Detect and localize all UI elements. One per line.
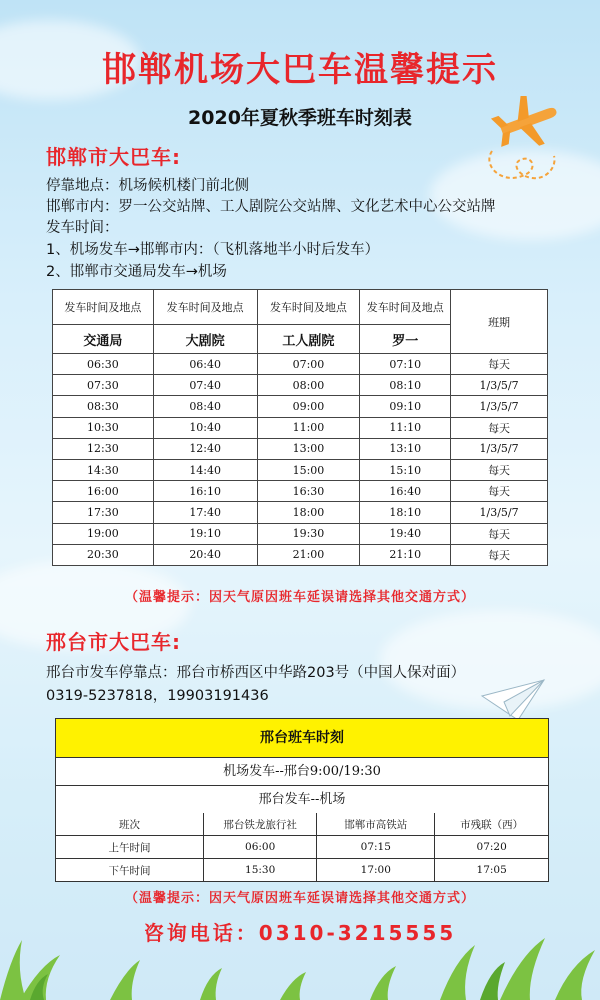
table-cell: 16:00 (53, 481, 154, 502)
col-header: 发车时间及地点 (257, 290, 360, 325)
table-cell: 19:00 (53, 523, 154, 544)
table-cell: 07:10 (360, 354, 451, 375)
table-row (53, 417, 548, 438)
table-row (53, 459, 548, 480)
table-cell: 18:00 (257, 502, 360, 523)
table-cell: 17:05 (435, 859, 548, 882)
table-cell: 07:40 (153, 375, 257, 396)
table-cell: 15:10 (360, 459, 451, 480)
table-cell: 18:10 (360, 502, 451, 523)
col-header: 发车时间及地点 (53, 290, 154, 325)
table-cell: 08:00 (257, 375, 360, 396)
table-cell: 13:00 (257, 438, 360, 459)
table-cell: 12:30 (53, 438, 154, 459)
schedule-header: 班期 (451, 290, 548, 354)
table-cell: 10:40 (153, 417, 257, 438)
table-cell: 17:00 (317, 859, 435, 882)
handan-heading: 邯郸市大巴车: (46, 145, 181, 169)
table-cell: 20:40 (153, 544, 257, 565)
table-cell: 11:10 (360, 417, 451, 438)
stop-name: 交通局 (53, 325, 154, 354)
page-subtitle: 2020年夏秋季班车时刻表 (188, 107, 412, 129)
table-cell: 每天 (451, 523, 548, 544)
table-cell: 下午时间 (56, 859, 204, 882)
table-cell: 1/3/5/7 (451, 375, 548, 396)
col-header: 班次 (56, 813, 204, 836)
table-cell: 21:10 (360, 544, 451, 565)
table-row (53, 544, 548, 565)
stop-name: 大剧院 (153, 325, 257, 354)
table-cell: 16:30 (257, 481, 360, 502)
col-header: 发车时间及地点 (360, 290, 451, 325)
table-row (53, 354, 548, 375)
xingtai-schedule-table (55, 718, 549, 882)
table-cell: 08:30 (53, 396, 154, 417)
handan-route-1: 1、机场发车→邯郸市内：（飞机落地半小时后发车） (46, 242, 380, 258)
xingtai-table-title: 邢台班车时刻 (56, 719, 548, 758)
table-cell: 07:00 (257, 354, 360, 375)
col-header: 邯郸市高铁站 (317, 813, 435, 836)
table-cell: 1/3/5/7 (451, 438, 548, 459)
table-cell: 16:10 (153, 481, 257, 502)
table-cell: 每天 (451, 544, 548, 565)
xingtai-stop-location: 邢台市发车停靠点：邢台市桥西区中华路203号（中国人保对面） (46, 665, 466, 681)
table-cell: 21:00 (257, 544, 360, 565)
airport-departure-row: 机场发车--邢台9:00/19:30 (56, 758, 548, 786)
table-cell: 19:40 (360, 523, 451, 544)
airplane-icon (462, 96, 582, 191)
table-cell: 19:10 (153, 523, 257, 544)
table-cell: 每天 (451, 417, 548, 438)
handan-schedule-table (52, 289, 548, 566)
table-cell: 20:30 (53, 544, 154, 565)
table-cell: 每天 (451, 354, 548, 375)
table-cell: 10:30 (53, 417, 154, 438)
table-row (53, 375, 548, 396)
hotline: 咨询电话：0310-3215555 (143, 921, 457, 945)
handan-route-2: 2、邯郸市交通局发车→机场 (46, 264, 227, 280)
col-header: 市残联（西） (460, 818, 524, 831)
table-cell: 15:30 (204, 859, 317, 882)
handan-stop-location: 停靠地点：机场候机楼门前北侧 (46, 178, 249, 194)
table-cell: 11:00 (257, 417, 360, 438)
table-row (53, 396, 548, 417)
col-header: 邢台铁龙旅行社 (204, 813, 317, 836)
xingtai-time-grid (56, 813, 548, 881)
table-cell: 08:10 (360, 375, 451, 396)
table-cell: 14:30 (53, 459, 154, 480)
table-row (53, 523, 548, 544)
table-cell: 06:00 (204, 836, 317, 859)
table-cell: 09:00 (257, 396, 360, 417)
table-cell: 每天 (451, 459, 548, 480)
table-cell: 1/3/5/7 (451, 396, 548, 417)
table-cell: 06:40 (153, 354, 257, 375)
city-departure-row: 邢台发车--机场 (258, 792, 346, 807)
table-row (53, 502, 548, 523)
table-row (53, 481, 548, 502)
table-cell: 16:40 (360, 481, 451, 502)
table-cell: 07:30 (53, 375, 154, 396)
col-header: 发车时间及地点 (153, 290, 257, 325)
table-cell: 07:15 (317, 836, 435, 859)
table-cell: 14:40 (153, 459, 257, 480)
handan-city-stops: 邯郸市内：罗一公交站牌、工人剧院公交站牌、文化艺术中心公交站牌 (46, 199, 496, 215)
table-cell: 上午时间 (56, 836, 204, 859)
table-cell: 19:30 (257, 523, 360, 544)
weather-notice-2: （温馨提示：因天气原因班车延误请选择其他交通方式） (124, 891, 475, 906)
page-title: 邯郸机场大巴车温馨提示 (102, 50, 498, 90)
table-cell: 17:30 (53, 502, 154, 523)
table-cell: 13:10 (360, 438, 451, 459)
handan-departure-time-label: 发车时间： (46, 220, 119, 236)
stop-name: 工人剧院 (257, 325, 360, 354)
table-cell: 1/3/5/7 (451, 502, 548, 523)
table-cell: 17:40 (153, 502, 257, 523)
table-cell: 15:00 (257, 459, 360, 480)
table-cell: 07:20 (435, 836, 548, 859)
table-cell: 06:30 (53, 354, 154, 375)
table-row (53, 438, 548, 459)
xingtai-phone: 0319-5237818，19903191436 (46, 688, 269, 704)
stop-name: 罗一 (360, 325, 451, 354)
table-cell: 08:40 (153, 396, 257, 417)
weather-notice: （温馨提示：因天气原因班车延误请选择其他交通方式） (124, 590, 475, 605)
grass-decoration (0, 930, 600, 1000)
xingtai-heading: 邢台市大巴车: (46, 630, 181, 654)
table-cell: 每天 (451, 481, 548, 502)
table-cell: 09:10 (360, 396, 451, 417)
table-cell: 12:40 (153, 438, 257, 459)
